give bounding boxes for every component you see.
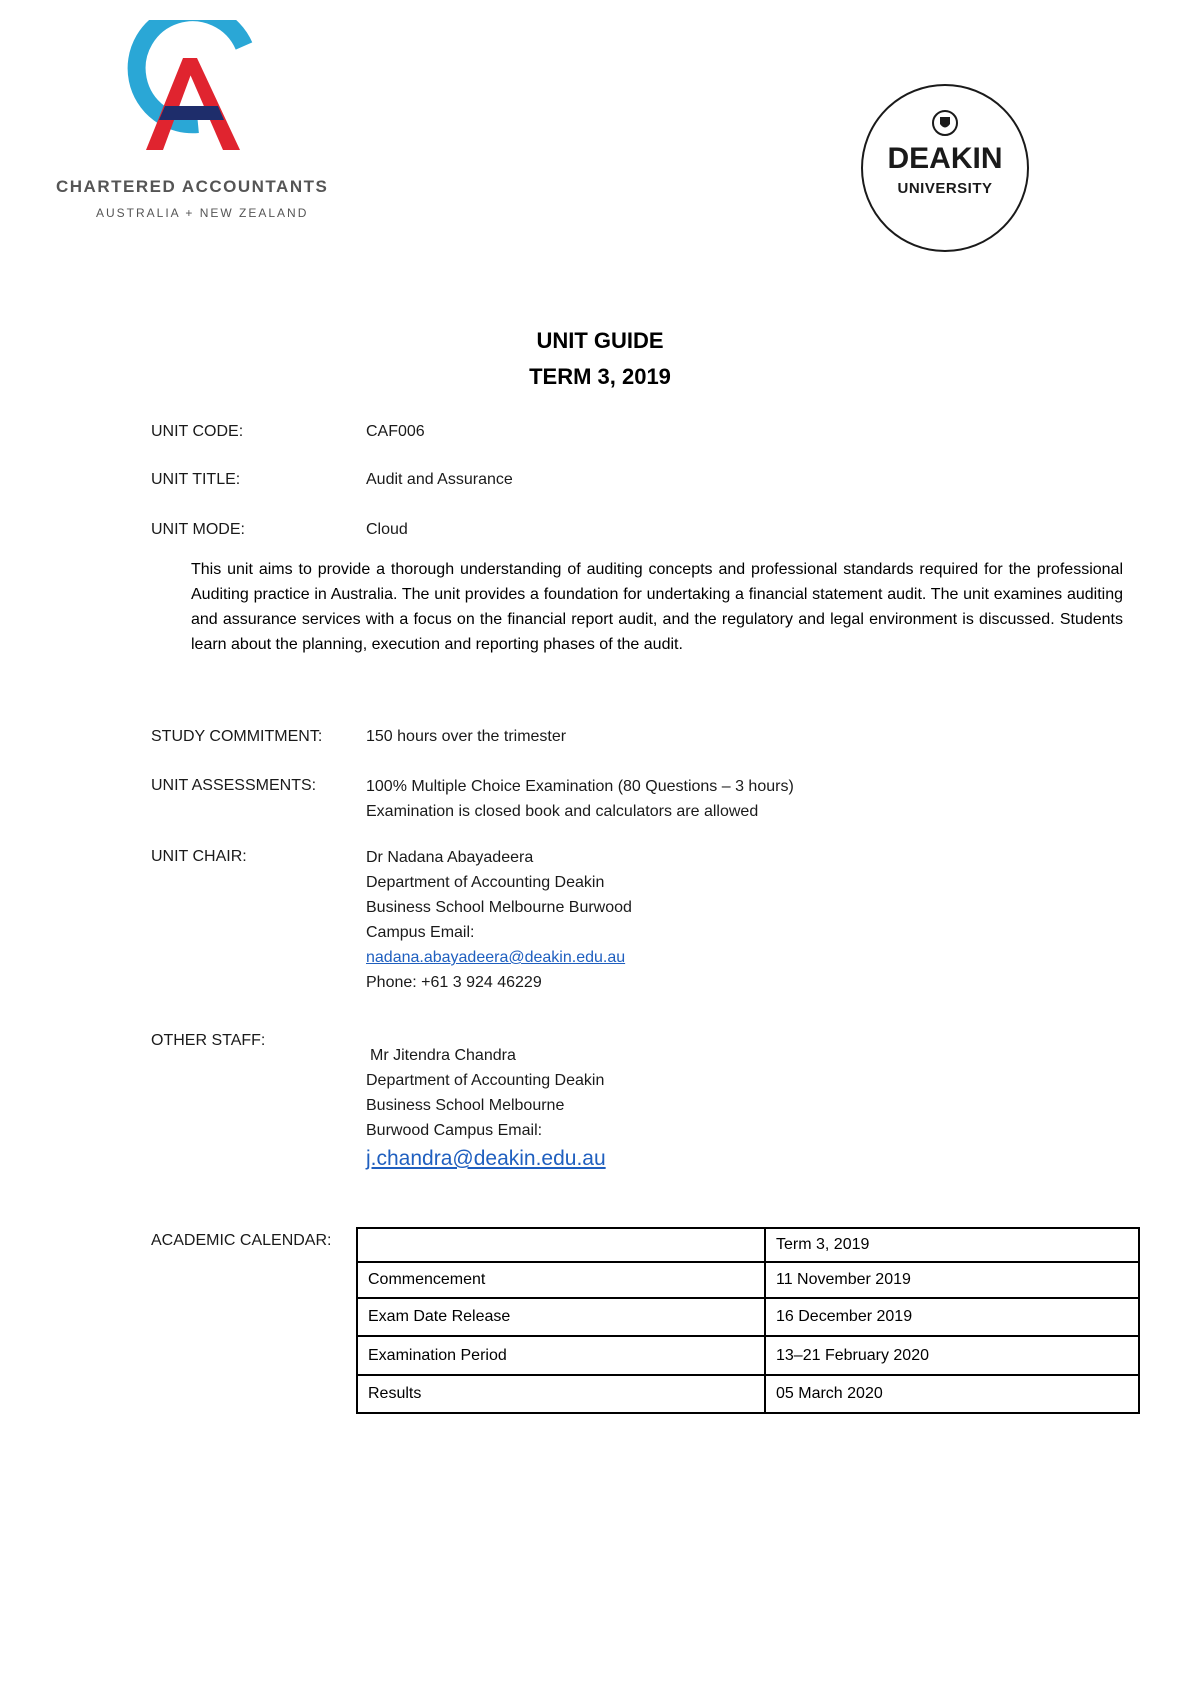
ca-anz-logo [48,20,348,230]
unit-chair-phone: Phone: +61 3 924 46229 [366,974,542,991]
table-cell-date: 16 December 2019 [765,1298,1139,1336]
page-title: UNIT GUIDE [536,328,664,353]
table-cell-date: 13–21 February 2020 [765,1336,1139,1375]
unit-chair-details [366,845,632,995]
table-row [357,1336,1139,1375]
table-cell-event: Results [357,1375,765,1413]
unit-code-value: CAF006 [366,423,425,440]
table-cell-date: 05 March 2020 [765,1375,1139,1413]
table-cell-event: Exam Date Release [357,1298,765,1336]
unit-assessments-label: UNIT ASSESSMENTS: [151,777,317,794]
other-staff-department: Department of Accounting Deakin [366,1072,605,1089]
unit-chair-email-link[interactable]: nadana.abayadeera@deakin.edu.au [366,949,626,966]
assessment-type: 100% Multiple Choice Examination (80 Questions – 3 hours) [366,778,794,795]
other-staff-school: Business School Melbourne [366,1097,565,1114]
unit-mode-value: Cloud [366,521,408,538]
table-cell-event: Commencement [357,1262,765,1298]
table-header-cell [357,1228,765,1262]
other-staff-name: Mr Jitendra Chandra [370,1047,516,1064]
unit-chair-label: UNIT CHAIR: [151,848,247,865]
table-row [357,1262,1139,1298]
unit-title-label: UNIT TITLE: [151,471,241,488]
table-header-cell: Term 3, 2019 [765,1228,1139,1262]
deakin-university: UNIVERSITY [897,180,993,197]
unit-description: This unit aims to provide a thorough understanding of auditing concepts and professional standards required for the professional Auditing practice in Australia. The unit provides a foundation for undertaking a financial statement audit. The unit examines auditing and assurance services with a focus on the financial report audit, and the regulatory and legal environment is discussed. Students learn about the planning, execution and reporting phases of the audit. [191,561,1123,653]
academic-calendar-label: ACADEMIC CALENDAR: [151,1232,332,1249]
table-header-row [357,1228,1139,1262]
unit-mode-label: UNIT MODE: [151,521,245,538]
ca-anz-logo-mark [48,20,348,190]
other-staff-email-label: Burwood Campus Email: [366,1122,543,1139]
unit-chair-email-label: Campus Email: [366,924,475,941]
unit-chair-name: Dr Nadana Abayadeera [366,849,534,866]
deakin-name: DEAKIN [887,142,1003,175]
unit-assessments-value [366,774,794,824]
table-row [357,1298,1139,1336]
table-cell-date: 11 November 2019 [765,1262,1139,1298]
ca-anz-name: CHARTERED ACCOUNTANTS [56,177,329,196]
table-row [357,1375,1139,1413]
assessment-conditions: Examination is closed book and calculators are allowed [366,803,759,820]
other-staff-label: OTHER STAFF: [151,1032,266,1049]
table-cell-event: Examination Period [357,1336,765,1375]
academic-calendar-table [356,1227,1140,1414]
other-staff-email-link[interactable]: j.chandra@deakin.edu.au [366,1147,606,1170]
unit-chair-department: Department of Accounting Deakin [366,874,605,891]
deakin-logo [861,84,1029,252]
ca-anz-region: AUSTRALIA + NEW ZEALAND [96,206,309,220]
study-commitment-label: STUDY COMMITMENT: [151,728,323,745]
unit-title-value: Audit and Assurance [366,471,513,488]
unit-chair-school: Business School Melbourne Burwood [366,899,632,916]
study-commitment-value: 150 hours over the trimester [366,728,567,745]
other-staff-details [366,1043,606,1175]
deakin-crest-icon [932,110,958,136]
page-subtitle: TERM 3, 2019 [529,364,671,389]
unit-code-label: UNIT CODE: [151,423,244,440]
